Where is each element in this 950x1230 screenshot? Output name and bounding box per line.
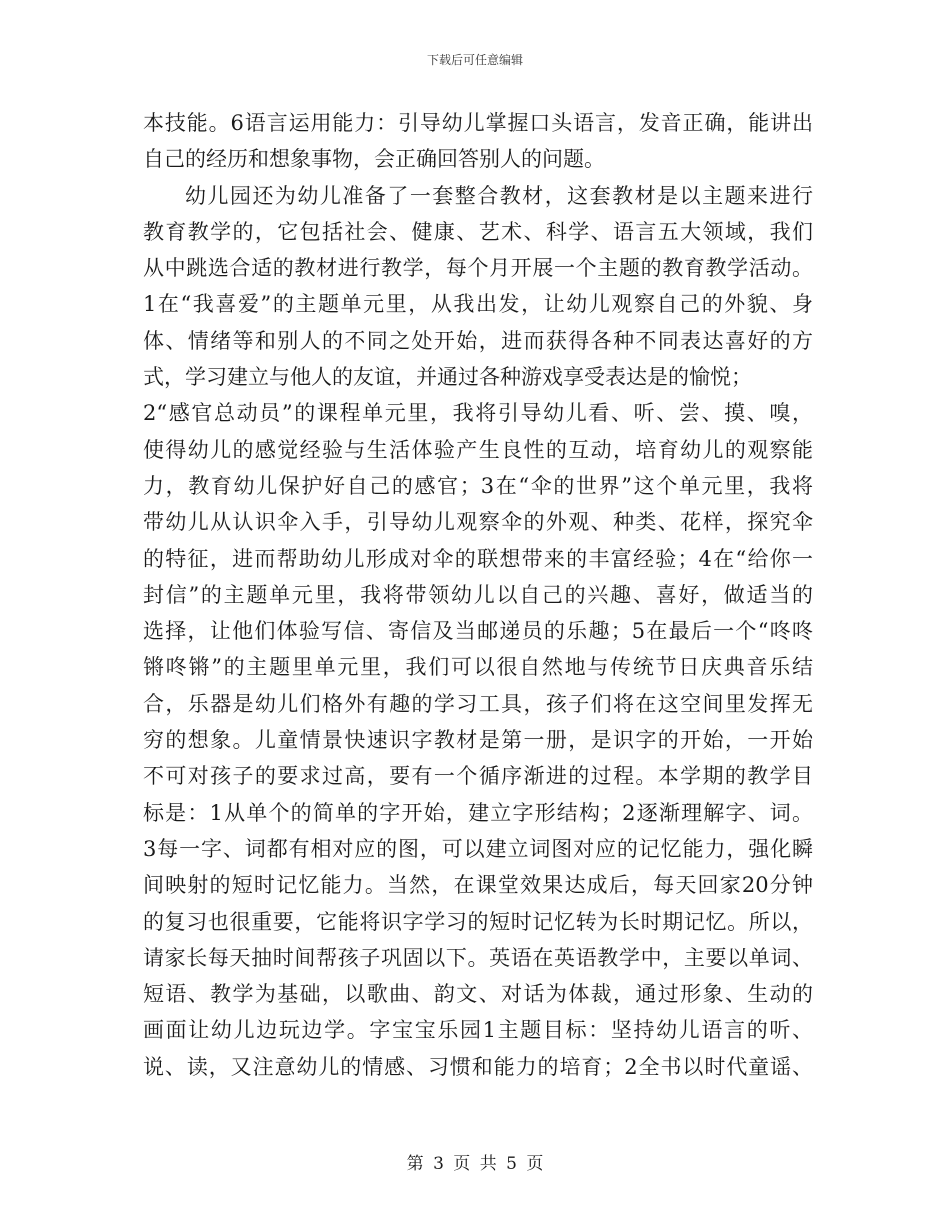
text-line: 穷的想象。儿童情景快速识字教材是第一册，是识字的开始，一开始 [143, 728, 813, 753]
text-line: 体、情绪等和别人的不同之处开始，进而获得各种不同表达喜好的方 [143, 328, 813, 353]
text-line: 合，乐器是幼儿们格外有趣的学习工具，孩子们将在这空间里发挥无 [143, 691, 813, 716]
text-line: 幼儿园还为幼儿准备了一套整合教材，这套教材是以主题来进行 [185, 183, 813, 208]
text-line: 说、读，又注意幼儿的情感、习惯和能力的培育；2全书以时代童谣、 [143, 1054, 813, 1079]
text-line: 选择，让他们体验写信、寄信及当邮递员的乐趣；5在最后一个“咚咚 [143, 619, 813, 644]
text-line: 力，教育幼儿保护好自己的感官；3在“伞的世界”这个单元里，我将 [143, 473, 813, 498]
text-line: 短语、教学为基础，以歌曲、韵文、对话为体裁，通过形象、生动的 [143, 982, 813, 1007]
text-line: 3每一字、词都有相对应的图，可以建立词图对应的记忆能力，强化瞬 [143, 836, 813, 861]
document-body [143, 105, 813, 1085]
text-line: 从中跳选合适的教材进行教学，每个月开展一个主题的教育教学活动。 [143, 256, 813, 281]
page-footer: 第 3 页 共 5 页 [406, 1154, 544, 1174]
text-line: 的复习也很重要，它能将识字学习的短时记忆转为长时期记忆。所以， [143, 909, 813, 934]
text-line: 画面让幼儿边玩边学。字宝宝乐园1主题目标：坚持幼儿语言的听、 [143, 1018, 813, 1043]
page-header: 下载后可任意编辑 [426, 53, 523, 67]
text-line: 封信”的主题单元里，我将带领幼儿以自己的兴趣、喜好，做适当的 [143, 582, 813, 607]
text-line: 2“感官总动员”的课程单元里，我将引导幼儿看、听、尝、摸、嗅， [143, 401, 813, 426]
text-line: 1在“我喜爱”的主题单元里，从我出发，让幼儿观察自己的外貌、身 [143, 292, 813, 317]
text-line: 本技能。6语言运用能力：引导幼儿掌握口头语言，发音正确，能讲出 [143, 111, 813, 135]
text-line: 锵咚锵”的主题里单元里，我们可以很自然地与传统节日庆典音乐结 [143, 655, 813, 680]
text-line: 带幼儿从认识伞入手，引导幼儿观察伞的外观、种类、花样，探究伞 [143, 510, 813, 535]
text-line: 不可对孩子的要求过高，要有一个循序渐进的过程。本学期的教学目 [143, 764, 813, 789]
text-line: 式，学习建立与他人的友谊，并通过各种游戏享受表达是的愉悦； [143, 365, 752, 390]
text-line: 请家长每天抽时间帮孩子巩固以下。英语在英语教学中，主要以单词、 [143, 945, 813, 970]
text-line: 的特征，进而帮助幼儿形成对伞的联想带来的丰富经验；4在“给你一 [143, 546, 813, 571]
text-line: 自己的经历和想象事物，会正确回答别人的问题。 [143, 147, 605, 172]
text-line: 教育教学的，它包括社会、健康、艺术、科学、语言五大领域，我们 [143, 219, 813, 244]
text-line: 间映射的短时记忆能力。当然，在课堂效果达成后，每天回家20分钟 [143, 873, 813, 898]
text-line: 标是：1从单个的简单的字开始，建立字形结构；2逐渐理解字、词。 [143, 800, 813, 825]
text-line: 使得幼儿的感觉经验与生活体验产生良性的互动，培育幼儿的观察能 [143, 437, 813, 462]
